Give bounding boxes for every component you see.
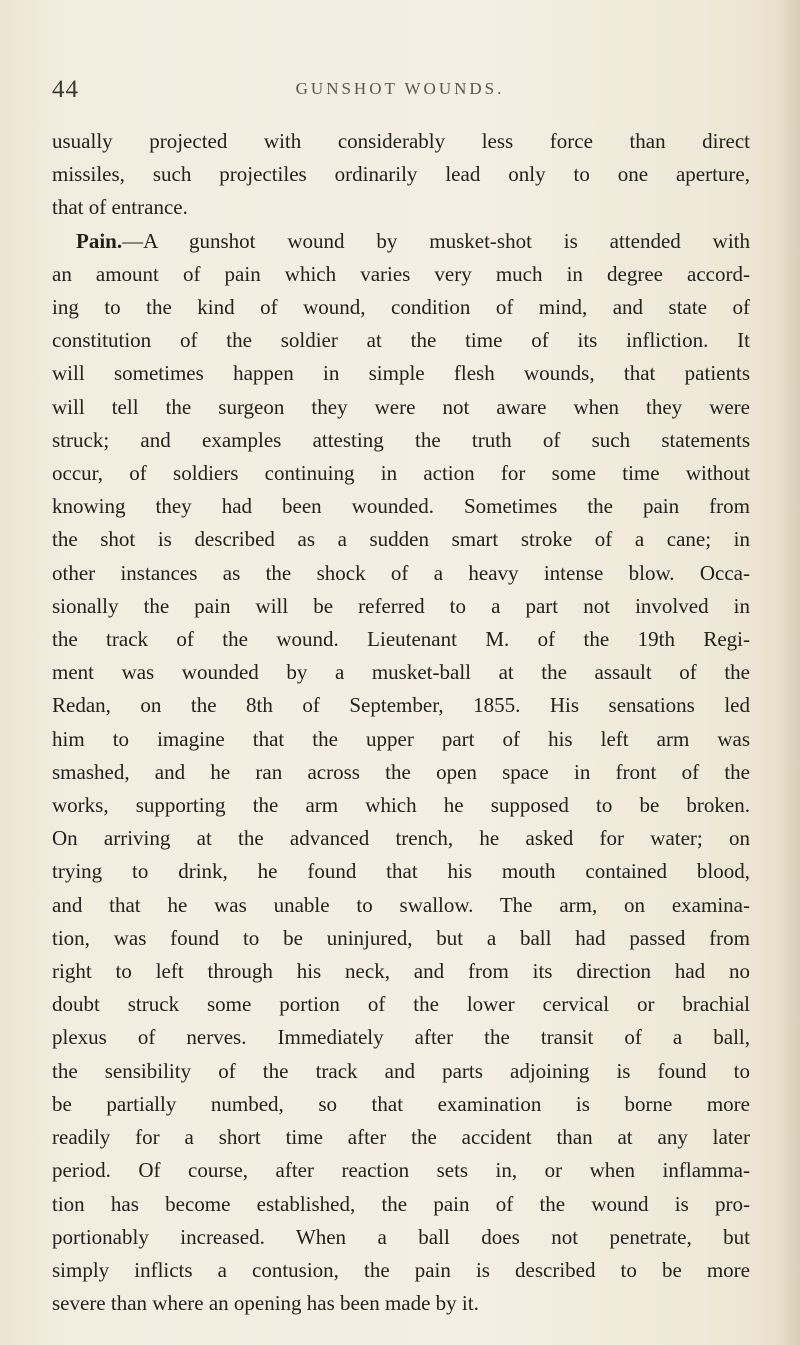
text-line: readily for a short time after the accident than at any later [52,1125,750,1150]
text-line: severe than where an opening has been made by it. [52,1291,479,1316]
text-line: simply inflicts a contusion, the pain is described to be more [52,1257,750,1282]
text-line: works, supporting the arm which he supposed to be broken. [52,793,750,818]
text-line: him to imagine that the upper part of his left arm was [52,726,750,751]
text-line: sionally the pain will be referred to a part not involved in [52,593,750,618]
running-head: GUNSHOT WOUNDS. [295,79,505,98]
text-line: right to left through his neck, and from its direction had no [52,959,750,984]
text-line: period. Of course, after reaction sets in, or when inflamma- [52,1158,750,1183]
page-header [52,76,748,108]
text-line: that of entrance. [52,195,188,220]
text-line: the track of the wound. Lieutenant M. of the 19th Regi- [52,627,750,652]
text-line: occur, of soldiers continuing in action for some time without [52,461,750,486]
page-number: 44 [52,76,79,103]
paragraph-first-line [52,225,750,258]
text-line: doubt struck some portion of the lower cervical or brachial [52,992,750,1017]
text-line: the shot is described as a sudden smart stroke of a cane; in [52,527,750,552]
text-line: On arriving at the advanced trench, he asked for water; on [52,826,750,851]
body-text [52,125,750,1320]
section-lead-word: Pain. [76,228,123,253]
text-line: portionably increased. When a ball does not penetrate, but [52,1224,750,1249]
text-line: Redan, on the 8th of September, 1855. His sensations led [52,693,750,718]
text-line: be partially numbed, so that examination is borne more [52,1091,750,1116]
text-line: missiles, such projectiles ordinarily lead only to one aperture, [52,162,750,187]
text-fragment: —A gunshot wound by musket-shot is attended with [122,228,750,253]
text-line: struck; and examples attesting the truth of such statements [52,427,750,452]
text-line: other instances as the shock of a heavy intense blow. Occa- [52,560,750,585]
text-line: tion, was found to be uninjured, but a ball had passed from [52,925,750,950]
text-line: knowing they had been wounded. Sometimes the pain from [52,494,750,519]
text-line: the sensibility of the track and parts adjoining is found to [52,1058,750,1083]
text-line: trying to drink, he found that his mouth contained blood, [52,859,750,884]
page-edge-shadow [778,0,800,1345]
text-line: smashed, and he ran across the open space in front of the [52,759,750,784]
text-line: an amount of pain which varies very much in degree accord- [52,261,750,286]
text-line: constitution of the soldier at the time of its infliction. It [52,328,750,353]
text-line: and that he was unable to swallow. The arm, on examina- [52,892,750,917]
text-line: tion has become established, the pain of the wound is pro- [52,1191,750,1216]
text-line: ing to the kind of wound, condition of mind, and state of [52,295,750,320]
text-line: will tell the surgeon they were not aware when they were [52,394,750,419]
text-line: will sometimes happen in simple flesh wounds, that patients [52,361,750,386]
text-line: usually projected with considerably less force than direct [52,129,750,153]
text-line: ment was wounded by a musket-ball at the assault of the [52,660,750,685]
text-line: plexus of nerves. Immediately after the transit of a ball, [52,1025,750,1050]
